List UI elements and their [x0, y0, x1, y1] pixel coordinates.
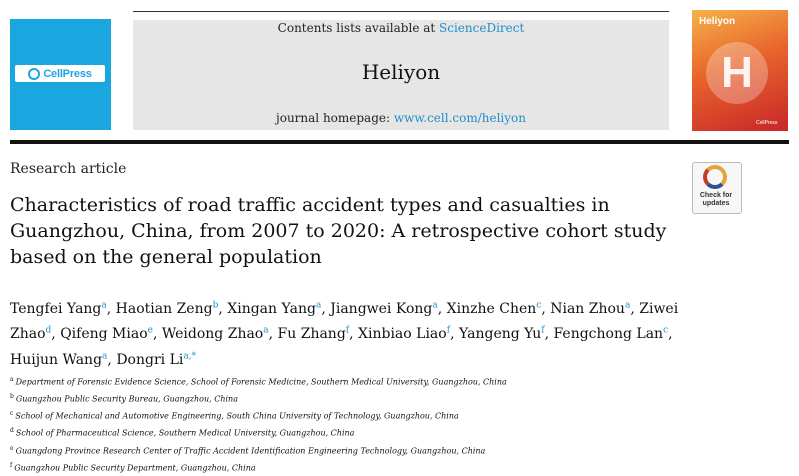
- affiliation-item: [10, 373, 710, 390]
- author-item: [553, 326, 672, 342]
- author-affiliation-marker[interactable]: f: [446, 325, 451, 336]
- author-name[interactable]: Weidong Zhao: [161, 326, 264, 343]
- author-separator: ,: [107, 351, 117, 368]
- author-affiliation-marker[interactable]: a: [102, 351, 108, 362]
- affiliation-item: [10, 424, 710, 441]
- homepage-line: [133, 110, 669, 126]
- author-name[interactable]: Fu Zhang: [277, 326, 346, 343]
- affiliation-item: [10, 407, 710, 424]
- author-item: [227, 301, 330, 317]
- affiliation-text: Department of Forensic Evidence Science, School of Forensic Medicine, Southern Medical University, Guangzhou, China: [15, 377, 507, 387]
- author-separator: ,: [51, 326, 61, 343]
- author-separator: ,: [544, 326, 554, 343]
- author-name[interactable]: Xinbiao Liao: [358, 326, 447, 343]
- author-separator: ,: [450, 326, 459, 343]
- author-name[interactable]: Jiangwei Kong: [330, 300, 433, 317]
- affiliation-text: School of Mechanical and Automotive Engineering, South China University of Technology, Guangzhou, China: [15, 411, 459, 421]
- author-item: [330, 301, 446, 317]
- author-name[interactable]: Tengfei Yang: [10, 300, 102, 317]
- contents-line: [133, 20, 669, 36]
- header-divider: [10, 140, 789, 144]
- affiliation-marker: f: [10, 461, 13, 469]
- affiliation-text: Guangzhou Public Security Department, Guangzhou, China: [14, 463, 256, 473]
- cellpress-mark-icon: [28, 68, 40, 80]
- author-affiliation-marker[interactable]: d: [45, 325, 52, 336]
- author-item: [447, 301, 551, 317]
- author-name[interactable]: Xingan Yang: [227, 300, 316, 317]
- author-separator: ,: [106, 300, 116, 317]
- homepage-link[interactable]: www.cell.com/heliyon: [393, 111, 526, 125]
- author-separator: ,: [437, 300, 447, 317]
- author-item: [550, 301, 639, 317]
- article-title: Characteristics of road traffic accident types and casualties in Guangzhou, China, from 2007 to 2020: A retrospective cohort study based on the general population: [10, 194, 667, 268]
- author-list: [10, 294, 700, 371]
- author-name[interactable]: Nian Zhou: [550, 300, 625, 317]
- author-item: [459, 326, 554, 342]
- author-affiliation-marker[interactable]: a: [432, 300, 438, 310]
- author-item: [162, 326, 278, 342]
- affiliation-marker: c: [10, 410, 14, 418]
- author-separator: ,: [668, 326, 673, 343]
- author-affiliation-marker[interactable]: c: [663, 325, 669, 336]
- author-name[interactable]: Xinzhe Chen: [446, 300, 537, 317]
- author-name[interactable]: Fengchong Lan: [553, 326, 664, 343]
- author-separator: ,: [349, 326, 359, 343]
- author-item: [116, 301, 228, 317]
- affiliation-item: [10, 459, 710, 476]
- homepage-prefix: journal homepage:: [276, 111, 394, 125]
- author-affiliation-marker[interactable]: f: [345, 325, 350, 336]
- affiliation-marker: a: [10, 376, 14, 383]
- author-affiliation-marker[interactable]: a,*: [183, 351, 197, 362]
- author-affiliation-marker[interactable]: b: [212, 300, 219, 310]
- author-name[interactable]: Haotian Zeng: [115, 300, 213, 317]
- affiliation-marker: d: [10, 427, 14, 435]
- author-item: [10, 352, 116, 368]
- author-name[interactable]: Dongri Li: [116, 351, 184, 368]
- affiliation-list: [10, 373, 710, 476]
- author-item: [358, 326, 459, 342]
- sciencedirect-link[interactable]: ScienceDirect: [439, 21, 525, 35]
- affiliation-marker: e: [10, 444, 14, 452]
- author-affiliation-marker[interactable]: a: [101, 300, 107, 310]
- author-name[interactable]: Ziwei Zhao: [10, 300, 679, 343]
- author-separator: ,: [321, 300, 331, 317]
- author-separator: ,: [541, 300, 551, 317]
- affiliation-marker: b: [10, 393, 14, 401]
- author-separator: ,: [152, 326, 162, 343]
- author-item: [10, 301, 116, 317]
- author-item: [116, 352, 196, 368]
- author-affiliation-marker[interactable]: f: [541, 325, 545, 336]
- cover-publisher: CellPress: [756, 120, 778, 126]
- author-affiliation-marker[interactable]: a: [263, 325, 269, 336]
- author-affiliation-marker[interactable]: e: [147, 325, 153, 336]
- author-name[interactable]: Huijun Wang: [10, 351, 103, 368]
- cellpress-logo-text: CellPress: [43, 67, 92, 80]
- cellpress-logo[interactable]: [15, 65, 105, 82]
- affiliation-item: [10, 442, 710, 459]
- header-top-rule: [133, 11, 669, 12]
- author-item: [60, 326, 162, 342]
- cover-title: Heliyon: [699, 16, 736, 27]
- author-separator: ,: [268, 326, 278, 343]
- affiliation-text: Guangdong Province Research Center of Traffic Accident Identification Engineering Technology, Guangzhou, China: [15, 446, 486, 456]
- author-affiliation-marker[interactable]: a: [315, 300, 322, 310]
- contents-prefix: Contents lists available at: [277, 21, 440, 35]
- author-affiliation-marker[interactable]: a: [624, 300, 631, 310]
- affiliation-text: School of Pharmaceutical Science, Southern Medical University, Guangzhou, China: [15, 429, 355, 439]
- check-for-updates-label: Check for updates: [699, 192, 733, 207]
- journal-name: Heliyon: [361, 60, 441, 84]
- journal-cover[interactable]: [692, 10, 788, 131]
- author-separator: ,: [218, 300, 228, 317]
- author-name[interactable]: Qifeng Miao: [60, 326, 148, 343]
- cover-letter: H: [721, 48, 753, 97]
- author-separator: ,: [630, 300, 640, 317]
- author-item: [278, 326, 359, 342]
- affiliation-text: Guangzhou Public Security Bureau, Guangzhou, China: [15, 394, 238, 404]
- author-name[interactable]: Yangeng Yu: [458, 326, 542, 343]
- affiliation-item: [10, 390, 710, 407]
- article-type: Research article: [10, 161, 127, 177]
- check-for-updates-icon: [703, 165, 727, 189]
- author-affiliation-marker[interactable]: c: [536, 300, 542, 310]
